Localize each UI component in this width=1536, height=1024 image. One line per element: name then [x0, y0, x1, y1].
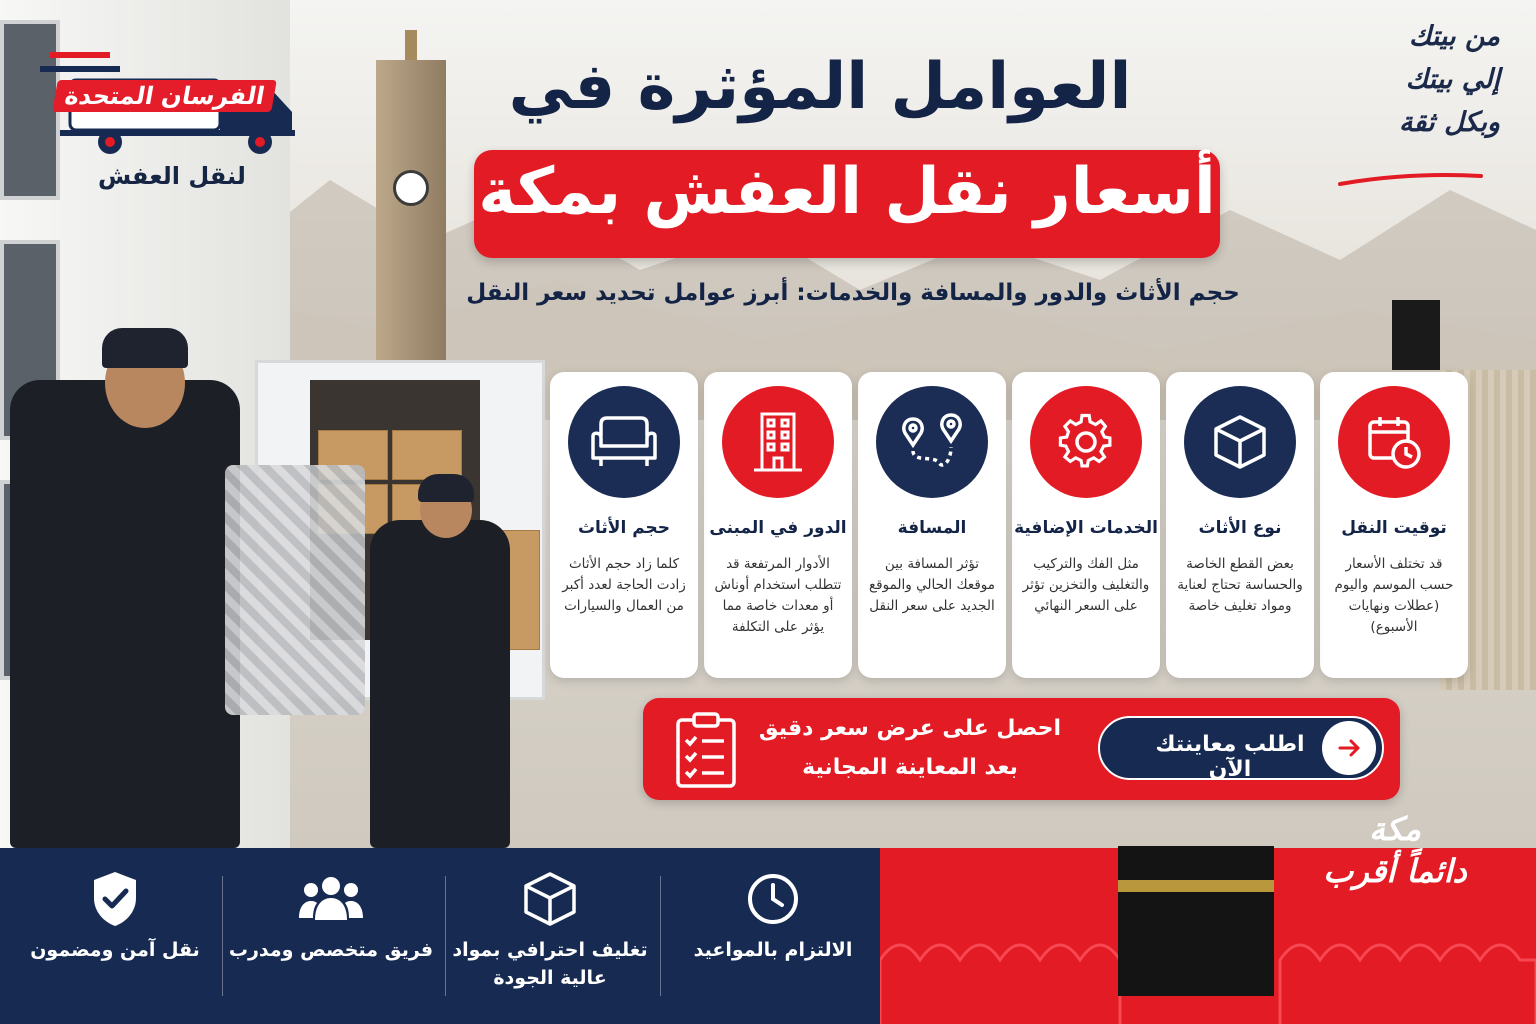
calendar-clock-icon — [1338, 386, 1450, 498]
factor-card — [1012, 372, 1160, 678]
factor-title: نوع الأثاث — [1198, 518, 1282, 538]
factor-description: الأدوار المرتفعة قد تتطلب استخدام أوناش أو معدات خاصة مما يؤثر على التكلفة — [714, 556, 842, 635]
logo-brand-name: الفرسان المتحدة — [52, 80, 277, 112]
kaaba-gold-band — [1118, 880, 1274, 892]
feature-label: نقل آمن ومضمون — [30, 939, 200, 961]
wrapped-furniture — [225, 465, 365, 715]
mecca-slogan-line: دائماً أقرب — [1323, 852, 1467, 890]
cardboard-box — [392, 430, 462, 480]
feature-label: فريق متخصص ومدرب — [228, 939, 434, 961]
factor-description: كلما زاد حجم الأثاث زادت الحاجة لعدد أكبر من العمال والسيارات — [562, 556, 686, 614]
feature-packaging — [445, 868, 655, 992]
feature-label: الالتزام بالمواعيد — [693, 939, 853, 961]
feature-team — [226, 868, 436, 964]
headline-line1: العوامل المؤثرة في — [508, 50, 1132, 124]
factor-description: مثل الفك والتركيب والتغليف والتخزين تؤثر على السعر النهائي — [1022, 556, 1150, 614]
kaaba-illustration — [1118, 846, 1274, 996]
feature-safe-moving — [10, 868, 220, 964]
factor-description: بعض القطع الخاصة والحساسة تحتاج لعناية ومواد تغليف خاصة — [1177, 556, 1303, 614]
arrow-right-icon[interactable] — [1322, 721, 1376, 775]
mover-worker — [370, 520, 510, 848]
factor-description: قد تختلف الأسعار حسب الموسم واليوم (عطلات ونهايات الأسبوع) — [1334, 556, 1454, 635]
slogan-line: من بيتك — [1409, 21, 1500, 52]
footer-divider — [660, 876, 661, 996]
slogan — [1300, 15, 1500, 144]
footer-divider — [222, 876, 223, 996]
building-icon — [722, 386, 834, 498]
kaaba-background — [1392, 300, 1440, 370]
box-icon — [1184, 386, 1296, 498]
footer-divider — [445, 876, 446, 996]
slogan-line: وبكل ثقة — [1399, 107, 1500, 138]
factor-card — [1166, 372, 1314, 678]
slogan-underline — [1338, 170, 1483, 188]
factor-title: الخدمات الإضافية — [1014, 518, 1158, 538]
factor-card — [704, 372, 852, 678]
feature-punctuality — [668, 868, 878, 964]
factor-cards — [548, 372, 1468, 678]
mover-worker — [10, 380, 240, 848]
worker-cap — [418, 474, 474, 502]
request-inspection-label[interactable]: اطلب معاينتك الآن — [1155, 732, 1305, 782]
factor-title: الدور في المبنى — [709, 518, 847, 538]
route-pin-icon — [876, 386, 988, 498]
factor-description: تؤثر المسافة بين موقعك الحالي والموقع الجديد على سعر النقل — [869, 556, 995, 614]
sofa-icon — [568, 386, 680, 498]
factor-card — [1320, 372, 1468, 678]
slogan-line: إلي بيتك — [1405, 64, 1500, 95]
mecca-slogan — [1300, 808, 1490, 892]
package-icon — [445, 868, 655, 930]
headline-subtitle: حجم الأثاث والدور والمسافة والخدمات: أبرز عوامل تحديد سعر النقل — [466, 280, 1240, 306]
logo-tagline: لنقل العفش — [98, 162, 246, 190]
mecca-slogan-line: مكة — [1369, 810, 1421, 848]
factor-card — [858, 372, 1006, 678]
tower-clock — [393, 170, 429, 206]
clock-tower — [376, 60, 446, 390]
factor-title: توقيت النقل — [1341, 518, 1447, 538]
factor-card — [550, 372, 698, 678]
company-logo — [20, 20, 290, 195]
cta-message: احصل على عرض سعر دقيق — [758, 716, 1062, 741]
headline-line2: أسعار نقل العفش بمكة — [478, 155, 1216, 229]
cta-message: بعد المعاينة المجانية — [802, 755, 1018, 780]
factor-title: المسافة — [897, 518, 967, 538]
team-icon — [226, 868, 436, 930]
worker-cap — [102, 328, 188, 368]
gear-icon — [1030, 386, 1142, 498]
factor-title: حجم الأثاث — [577, 518, 671, 538]
feature-label: تغليف احترافي بمواد عالية الجودة — [452, 939, 648, 989]
shield-check-icon — [10, 868, 220, 930]
clock-icon — [668, 868, 878, 930]
